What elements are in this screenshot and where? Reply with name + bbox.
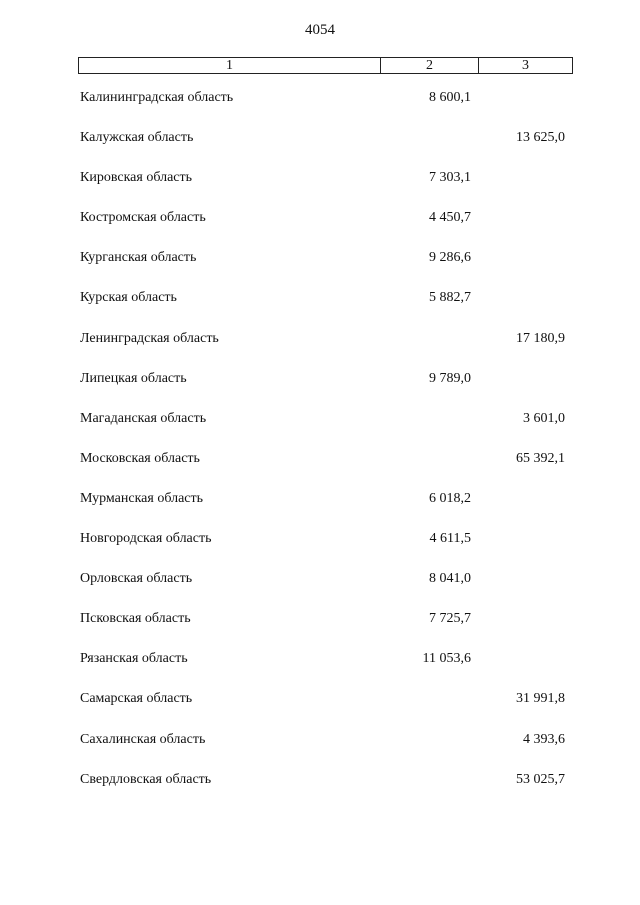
table-row — [0, 491, 640, 531]
header-col-1: 1 — [79, 58, 381, 73]
region-name: Московская область — [80, 450, 200, 466]
region-name: Костромская область — [80, 210, 206, 226]
table-row — [0, 331, 640, 371]
col2-value: 6 018,2 — [429, 490, 471, 506]
region-name: Липецкая область — [80, 370, 187, 386]
header-col-2: 2 — [381, 58, 479, 73]
table-row — [0, 531, 640, 571]
col2-value: 8 600,1 — [429, 90, 471, 105]
region-name: Кировская область — [80, 170, 193, 186]
col3-value: 31 991,8 — [516, 691, 565, 707]
col3-value: 4 393,6 — [523, 731, 565, 747]
col2-value: 4 611,5 — [429, 531, 471, 547]
region-name: Сахалинская область — [80, 731, 206, 747]
region-name: Курская область — [80, 290, 177, 306]
table-row — [0, 210, 640, 250]
region-name: Мурманская область — [80, 490, 204, 506]
col2-value: 7 725,7 — [429, 611, 471, 627]
table-row — [0, 130, 640, 170]
table-row — [0, 611, 640, 651]
table-row — [0, 290, 640, 330]
table-row — [0, 772, 640, 812]
table-row — [0, 651, 640, 691]
col3-value: 53 025,7 — [516, 771, 565, 787]
col2-value: 9 286,6 — [429, 250, 471, 266]
region-name: Новгородская область — [80, 531, 212, 547]
region-name: Псковская область — [80, 611, 191, 627]
region-name: Калининградская область — [80, 90, 234, 105]
table-header — [78, 57, 573, 74]
table-row — [0, 371, 640, 411]
col2-value: 7 303,1 — [429, 170, 471, 186]
table-row — [0, 170, 640, 210]
region-name: Самарская область — [80, 691, 193, 707]
region-name: Орловская область — [80, 571, 193, 587]
col2-value: 9 789,0 — [429, 370, 471, 386]
region-name: Свердловская область — [80, 771, 212, 787]
region-name: Магаданская область — [80, 410, 207, 426]
header-col-3: 3 — [522, 58, 529, 73]
region-name: Курганская область — [80, 250, 197, 266]
region-name: Ленинградская область — [80, 330, 219, 346]
table-row — [0, 250, 640, 290]
region-name: Рязанская область — [80, 651, 188, 667]
table-row — [0, 732, 640, 772]
col3-value: 3 601,0 — [523, 410, 565, 426]
col2-value: 8 041,0 — [429, 571, 471, 587]
col3-value: 17 180,9 — [516, 330, 565, 346]
col3-value: 13 625,0 — [516, 130, 565, 146]
col2-value: 4 450,7 — [429, 210, 471, 226]
col3-value: 65 392,1 — [516, 450, 565, 466]
table-body — [0, 90, 640, 812]
table-row — [0, 90, 640, 130]
table-row — [0, 451, 640, 491]
table-row — [0, 691, 640, 731]
region-name: Калужская область — [80, 130, 194, 146]
table-row — [0, 571, 640, 611]
col2-value: 11 053,6 — [422, 651, 471, 667]
page-number: 4054 — [305, 22, 335, 38]
table-row — [0, 411, 640, 451]
col2-value: 5 882,7 — [429, 290, 471, 306]
